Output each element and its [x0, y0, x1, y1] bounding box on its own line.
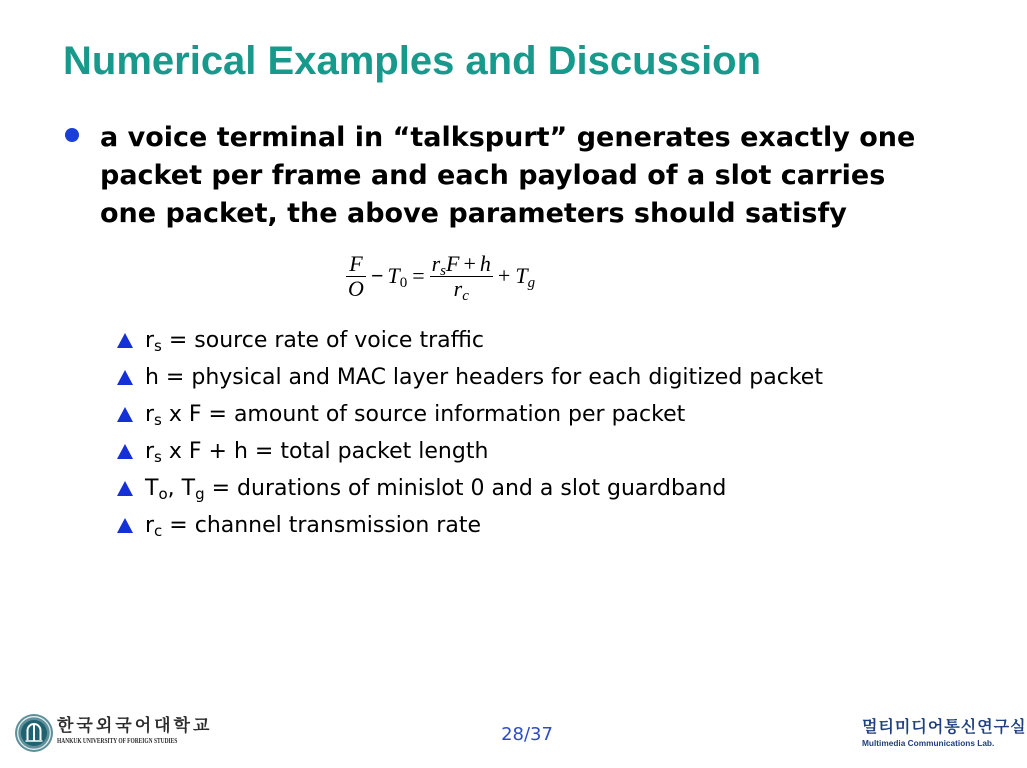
- university-seal-icon: [14, 713, 54, 753]
- term-t0: [387, 263, 408, 291]
- triangle-bullet-icon: [117, 407, 133, 422]
- subscript: s: [154, 448, 162, 466]
- variable: , T: [167, 476, 196, 501]
- variable: r: [145, 439, 155, 464]
- definition-text: h = physical and MAC layer headers for each digitized packet: [145, 365, 823, 390]
- lab-name-korean: 멀티미디어통신연구실: [862, 717, 1027, 736]
- variable: h: [479, 250, 491, 276]
- variable: T: [515, 263, 528, 288]
- subscript: c: [154, 522, 163, 540]
- sub-bullet-list: [145, 322, 823, 544]
- fraction-denominator: O: [348, 275, 364, 301]
- variable: T: [145, 476, 159, 501]
- sub-bullet-item: [145, 359, 823, 396]
- plus-sign: +: [497, 263, 511, 288]
- triangle-bullet-icon: [117, 444, 133, 459]
- sub-bullet-item: [145, 322, 823, 359]
- variable: F: [446, 250, 460, 276]
- university-name-korean: 한국외국어대학교: [57, 716, 213, 736]
- subscript: 0: [399, 275, 408, 291]
- triangle-bullet-icon: [117, 518, 133, 533]
- subscript: g: [527, 275, 536, 291]
- variable: r: [145, 402, 155, 427]
- term-tg: [515, 263, 536, 291]
- subscript: s: [154, 411, 162, 429]
- triangle-bullet-icon: [117, 370, 133, 385]
- definition-text: x F = amount of source information per packet: [161, 402, 686, 427]
- plus-sign: +: [463, 250, 476, 276]
- definition-text: x F + h = total packet length: [161, 439, 489, 464]
- fraction-numerator: F: [349, 250, 363, 276]
- definition-text: = source rate of voice traffic: [161, 328, 484, 353]
- triangle-bullet-icon: [117, 481, 133, 496]
- university-name-english: HANKUK UNIVERSITY OF FOREIGN STUDIES: [57, 737, 178, 745]
- definition-text: = durations of minislot 0 and a slot guardband: [204, 476, 727, 501]
- slide-title: Numerical Examples and Discussion: [63, 39, 762, 83]
- sub-bullet-item: [145, 433, 823, 470]
- main-bullet-text: a voice terminal in “talkspurt” generates exactly one packet per frame and each payload of a slot carries one packet, the above parameters should satisfy: [100, 122, 916, 229]
- definition-text: = channel transmission rate: [162, 513, 481, 538]
- variable: r: [145, 513, 155, 538]
- subscript: s: [440, 262, 447, 279]
- sub-bullet-item: [145, 470, 823, 507]
- subscript: s: [154, 337, 162, 355]
- variable: r: [145, 328, 155, 353]
- bullet-dot-icon: [65, 128, 79, 142]
- variable: r: [431, 250, 441, 276]
- sub-bullet-item: [145, 396, 823, 433]
- triangle-bullet-icon: [117, 333, 133, 348]
- fraction-denominator: [452, 275, 471, 304]
- fraction-f-over-o: [346, 252, 366, 301]
- lab-name-english: Multimedia Communications Lab.: [862, 738, 995, 748]
- variable: T: [387, 263, 400, 288]
- subscript: g: [195, 485, 205, 503]
- fraction-numerator: [430, 250, 493, 279]
- sub-bullet-item: [145, 507, 823, 544]
- subscript: o: [158, 485, 168, 503]
- variable: r: [453, 275, 463, 301]
- subscript: c: [462, 287, 469, 304]
- fraction-packet-over-rate: [430, 250, 493, 304]
- equation: [346, 250, 536, 304]
- equals-sign: =: [412, 263, 425, 288]
- page-number: 28/37: [501, 724, 553, 745]
- minus-sign: −: [370, 263, 384, 288]
